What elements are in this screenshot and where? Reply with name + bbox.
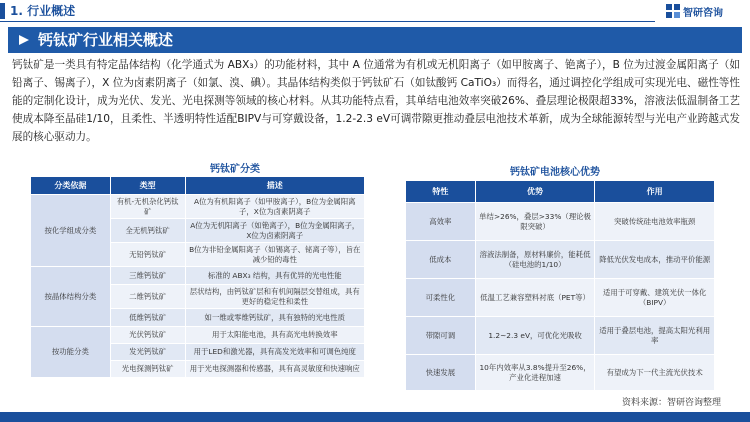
table-row	[31, 327, 365, 344]
type-cell: 发光钙钛矿	[110, 344, 185, 361]
header-divider	[0, 21, 655, 22]
title-banner	[8, 27, 742, 53]
type-cell: 光电探测钙钛矿	[110, 361, 185, 378]
classification-table	[30, 176, 365, 378]
section-title: 1. 行业概述	[10, 4, 76, 18]
advantages-heading: 钙钛矿电池核心优势	[510, 167, 600, 178]
table-header-row	[31, 177, 365, 195]
group-label: 按化学组成分类	[31, 195, 111, 267]
type-cell: 无铅钙钛矿	[110, 243, 185, 267]
type-cell: 全无机钙钛矿	[110, 219, 185, 243]
effect-cell: 突破传统硅电池效率瓶颈	[595, 203, 715, 241]
advantage-cell: 溶液法制备，原材料廉价，能耗低（硅电池的1/10）	[475, 241, 595, 279]
triangle-bullet-icon	[18, 34, 30, 46]
desc-cell: 用于LED和激光器，具有高发光效率和可调色纯度	[185, 344, 364, 361]
page-title: 钙钛矿行业相关概述	[38, 31, 174, 49]
group-label: 按晶体结构分类	[31, 267, 111, 327]
classification-heading: 钙钛矿分类	[210, 164, 260, 175]
table-row	[31, 267, 365, 285]
effect-cell: 适用于可穿戴、建筑光伏一体化（BIPV）	[595, 279, 715, 317]
column-header: 作用	[595, 181, 715, 203]
top-header	[0, 0, 750, 22]
type-cell: 低维钙钛矿	[110, 309, 185, 327]
section-marker	[0, 3, 5, 19]
table-row	[406, 355, 715, 391]
desc-cell: 如一维或零维钙钛矿，具有独特的光电性质	[185, 309, 364, 327]
feature-cell: 可柔性化	[406, 279, 476, 317]
effect-cell: 适用于叠层电池，提高太阳光利用率	[595, 317, 715, 355]
desc-cell: A位为有机阳离子（如甲胺离子），B位为金属阳离子，X位为卤素阴离子	[185, 195, 364, 219]
table-row	[406, 241, 715, 279]
desc-cell: 层状结构，由钙钛矿层和有机间隔层交替组成，具有更好的稳定性和柔性	[185, 285, 364, 309]
desc-cell: 用于光电探测器和传感器，具有高灵敏度和快速响应	[185, 361, 364, 378]
column-header: 类型	[110, 177, 185, 195]
table-row	[31, 195, 365, 219]
effect-cell: 降低光伏发电成本，推动平价能源	[595, 241, 715, 279]
table-row	[406, 279, 715, 317]
type-cell: 有机-无机杂化钙钛矿	[110, 195, 185, 219]
intro-paragraph: 钙钛矿是一类具有特定晶体结构（化学通式为 ABX₃）的功能材料，其中 A 位通常为有机或无机阳离子（如甲胺离子、铯离子），B 位为过渡金属阳离子（如铅离子、锡离子），X 位为卤素阴离子（如氯、溴、碘）。其晶体结构类似于钙钛矿石（如钛酸钙 CaTiO₃）而得名，通过调控化学组成可实现光电、磁性等性能的定制化设计，成为光伏、发光、光电探测等领域的核心材料。从其功能特点看，其单结电池效率突破26%、叠层理论极限超33%，溶液法低温制备工艺使成本降至晶硅1/10，且柔性、半透明特性适配BIPV与可穿戴设备，1.2-2.3 eV可调带隙更推动叠层电池技术革新，成为全球能源转型与光电产业跨越式发展的核心驱动力。	[12, 59, 740, 143]
column-header: 分类依据	[31, 177, 111, 195]
desc-cell: 标准的 ABX₃ 结构，具有优异的光电性能	[185, 267, 364, 285]
group-label: 按功能分类	[31, 327, 111, 378]
advantage-cell: 单结>26%，叠层>33%（理论极限突破）	[475, 203, 595, 241]
type-cell: 二维钙钛矿	[110, 285, 185, 309]
desc-cell: A位为无机阳离子（如铯离子），B位为金属阳离子，X位为卤素阴离子	[185, 219, 364, 243]
advantage-cell: 低温工艺兼容塑料衬底（PET等）	[475, 279, 595, 317]
source-note: 资料来源：智研咨询整理	[622, 398, 722, 408]
logo-text: 智研咨询	[683, 7, 723, 19]
feature-cell: 带隙可调	[406, 317, 476, 355]
feature-cell: 高效率	[406, 203, 476, 241]
type-cell: 光伏钙钛矿	[110, 327, 185, 344]
feature-cell: 快速发展	[406, 355, 476, 391]
column-header: 描述	[185, 177, 364, 195]
brand-logo	[666, 3, 723, 19]
column-header: 优势	[475, 181, 595, 203]
advantages-table	[405, 180, 715, 391]
desc-cell: B位为非铅金属阳离子（如锡离子、铋离子等），旨在减少铅的毒性	[185, 243, 364, 267]
advantage-cell: 10年内效率从3.8%提升至26%，产业化进程加速	[475, 355, 595, 391]
table-row	[406, 317, 715, 355]
bottom-bar	[0, 412, 750, 422]
type-cell: 三维钙钛矿	[110, 267, 185, 285]
table-row	[406, 203, 715, 241]
effect-cell: 有望成为下一代主流光伏技术	[595, 355, 715, 391]
logo-icon	[666, 4, 680, 18]
desc-cell: 用于太阳能电池，具有高光电转换效率	[185, 327, 364, 344]
advantage-cell: 1.2~2.3 eV，可优化光吸收	[475, 317, 595, 355]
column-header: 特性	[406, 181, 476, 203]
feature-cell: 低成本	[406, 241, 476, 279]
table-header-row	[406, 181, 715, 203]
